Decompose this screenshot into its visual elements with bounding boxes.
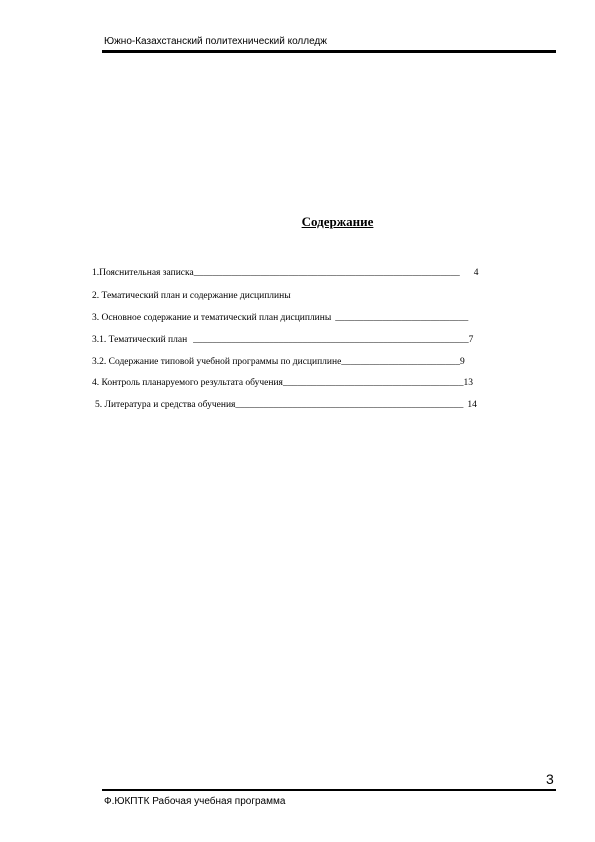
- toc-entry: [95, 399, 477, 411]
- toc-entry-page: 13: [463, 378, 473, 388]
- header-institution: Южно-Казахстанский политехнический колледж: [104, 36, 327, 47]
- footer-divider: [102, 789, 556, 791]
- header-divider: [102, 50, 556, 53]
- toc-entry: [92, 290, 291, 302]
- toc-entry-page: 7: [468, 335, 474, 345]
- toc-entry-label: 4. Контроль планаруемого результата обучения: [92, 378, 283, 388]
- toc-entry-leader: __________________________________________________________: [193, 335, 469, 345]
- toc-entry-page: 14: [467, 400, 477, 410]
- toc-entry: [92, 356, 465, 368]
- page-title: Содержание: [301, 214, 374, 229]
- toc-entry: [92, 312, 468, 324]
- toc-entry: [92, 377, 473, 389]
- toc-entry-label: 3. Основное содержание и тематический план дисциплины: [92, 313, 332, 323]
- toc-entry: [92, 334, 473, 346]
- toc-entry-label: 2. Тематический план и содержание дисциплины: [92, 291, 291, 301]
- toc-entry-label: 3.2. Содержание типовой учебной программы по дисциплине: [92, 357, 342, 367]
- toc-entry-leader: ______________________________________: [282, 378, 464, 388]
- toc-entry-label: 3.1. Тематический план: [92, 335, 188, 345]
- toc-entry-page: 4: [473, 268, 479, 278]
- toc-entry: [92, 267, 478, 279]
- toc-entry-leader: _________________________: [341, 357, 461, 367]
- footer-text: Ф.ЮКПТК Рабочая учебная программа: [104, 796, 286, 807]
- toc-entry-page: 9: [460, 357, 465, 367]
- page-number: 3: [546, 771, 554, 787]
- toc-entry-leader: ________________________________________________________: [193, 268, 460, 278]
- toc-entry-leader: ____________________________: [335, 313, 469, 323]
- toc-entry-label: 1.Пояснительная записка: [92, 268, 194, 278]
- toc-entry-leader: ________________________________________________: [235, 400, 464, 410]
- toc-entry-label: 5. Литература и средства обучения: [95, 400, 236, 410]
